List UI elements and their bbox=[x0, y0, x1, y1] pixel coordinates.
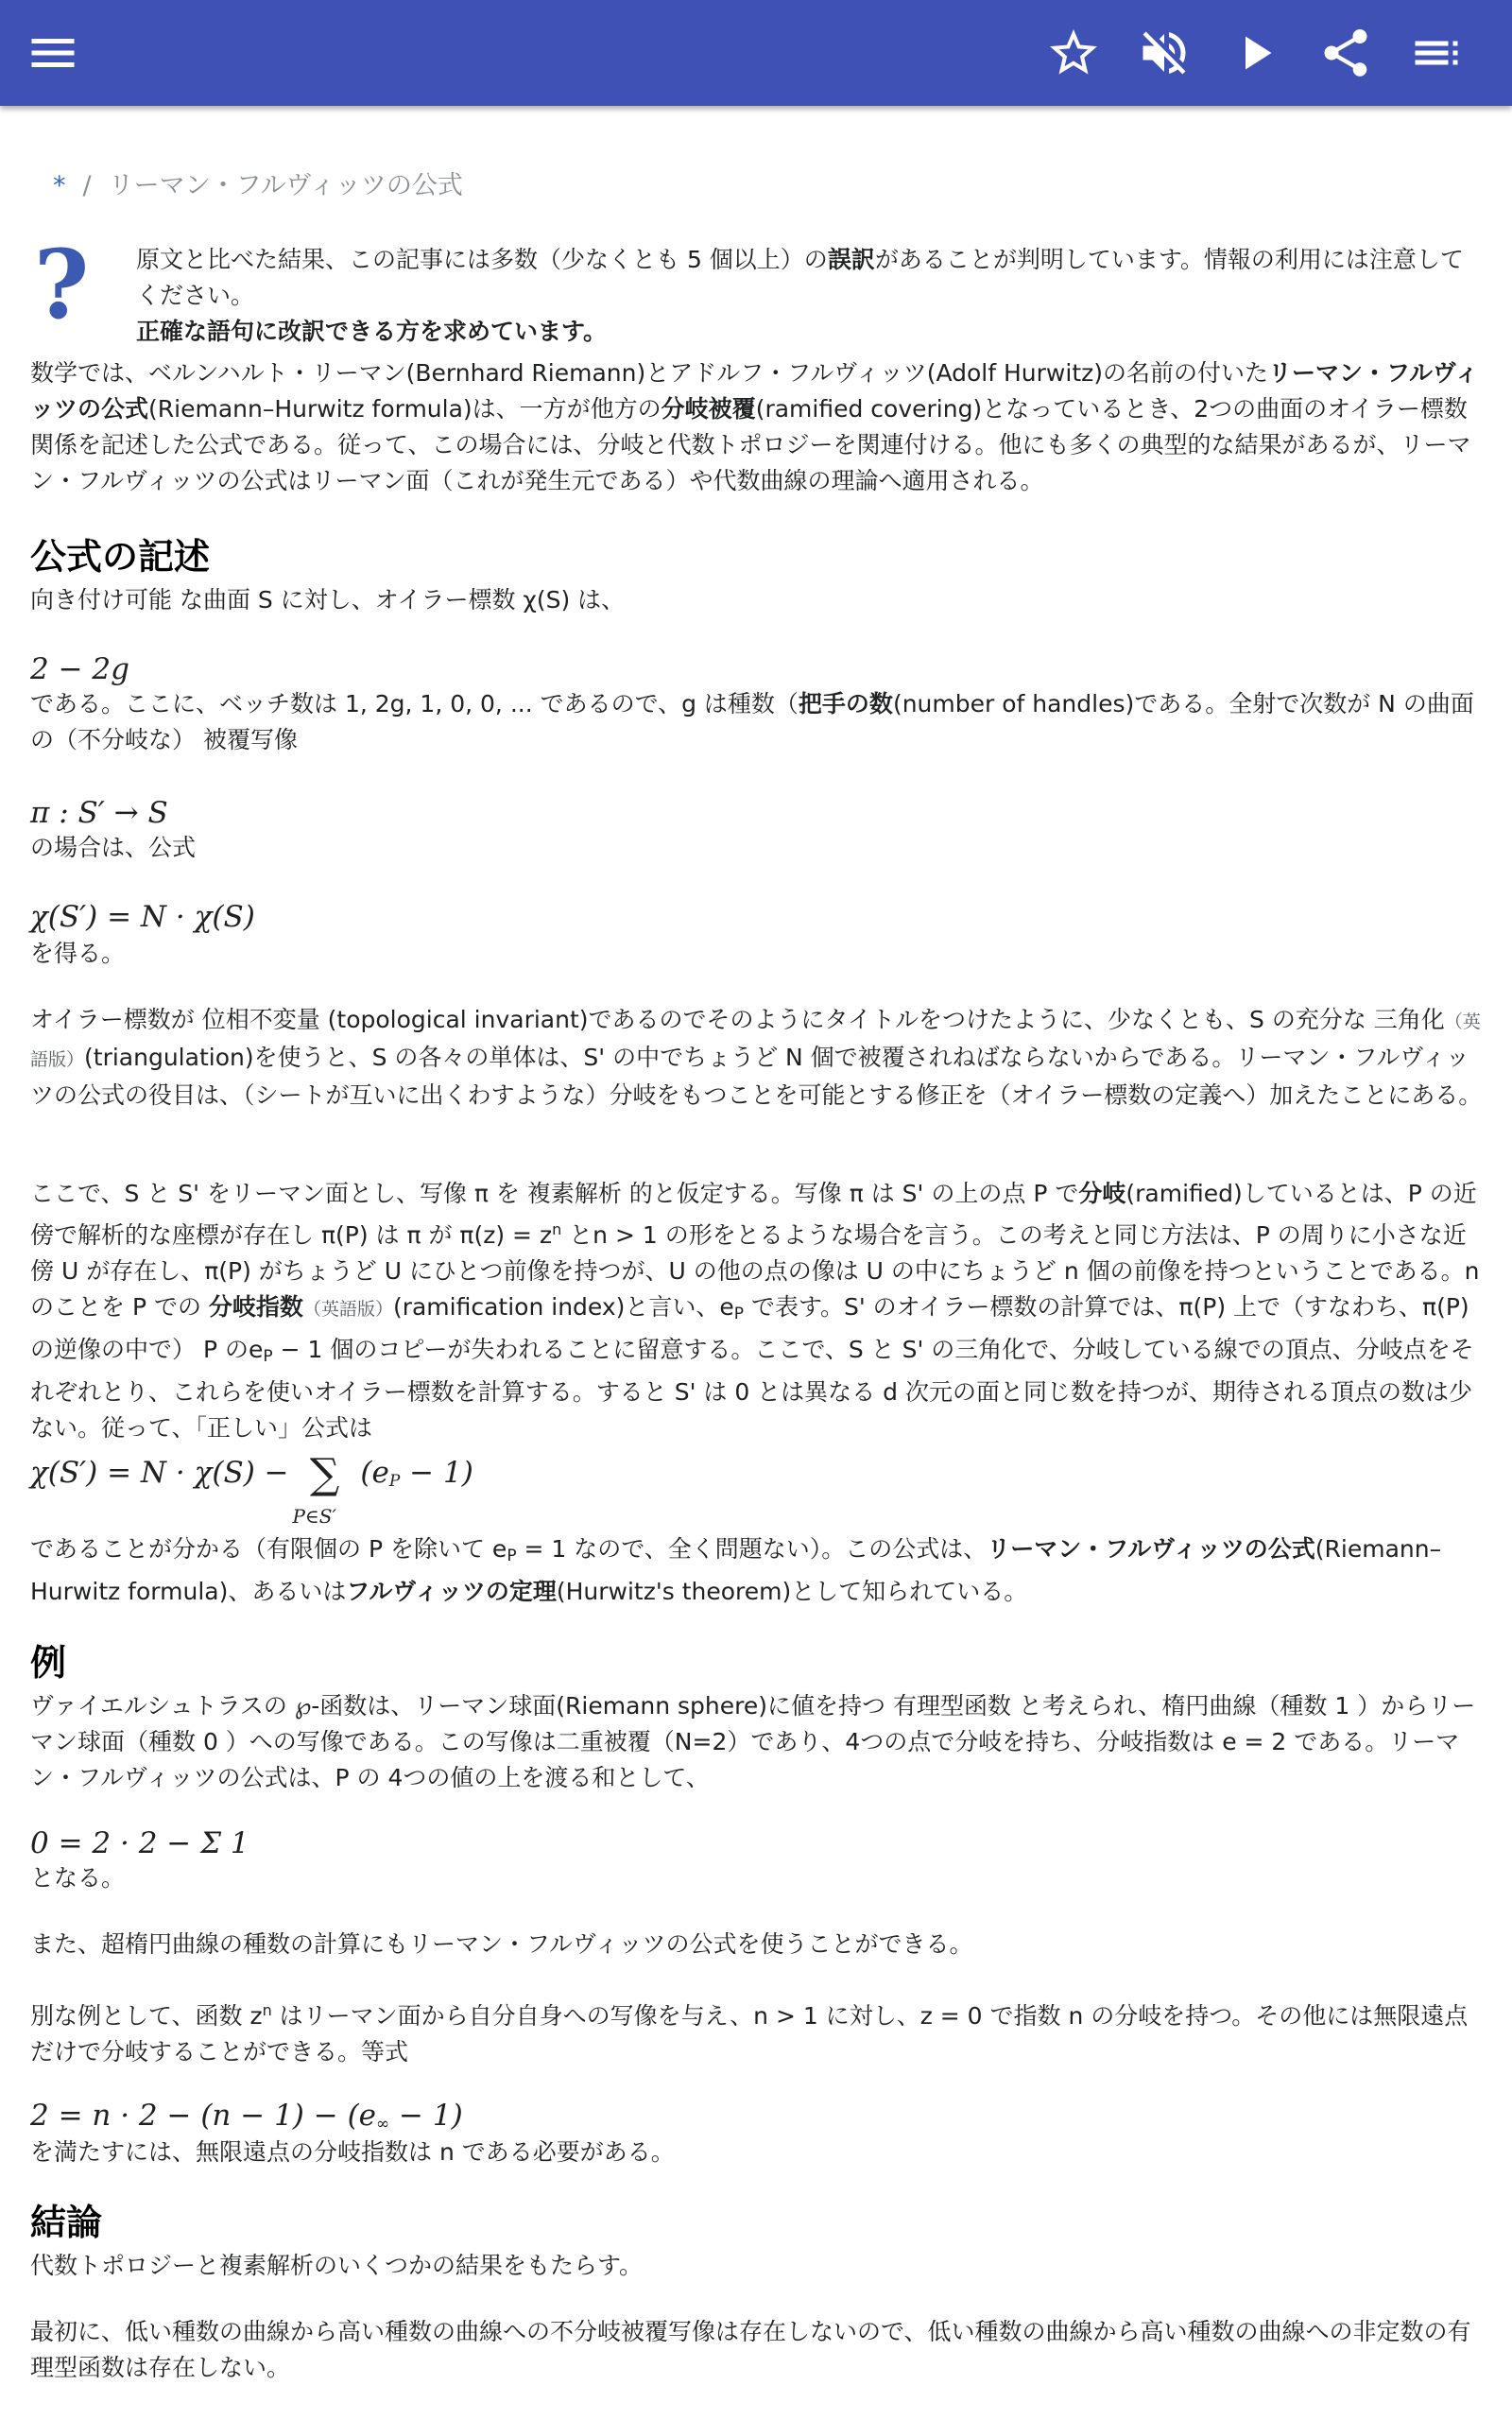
sum-operator: ∑ P∈S′ bbox=[292, 1449, 340, 1528]
breadcrumb bbox=[53, 168, 463, 204]
play-button[interactable] bbox=[1227, 25, 1283, 81]
question-icon: ? bbox=[33, 229, 90, 340]
share-button[interactable] bbox=[1317, 25, 1374, 81]
math-formula: 0 = 2 · 2 − Σ 1 bbox=[30, 1826, 249, 1860]
paragraph: 向き付け可能 な曲面 S に対し、オイラー標数 χ(S) は、 bbox=[30, 586, 626, 614]
play-icon bbox=[1227, 25, 1283, 81]
math-formula: χ(S′) = N · χ(S) bbox=[30, 900, 255, 934]
english-version-link[interactable]: （英語版） bbox=[30, 1011, 1481, 1070]
paragraph: となる。 bbox=[30, 1864, 126, 1892]
math-formula: π : S′ → S bbox=[30, 796, 168, 830]
paragraph: ここで、S と S' をリーマン面とし、写像 π を 複素解析 的と仮定する。写像 π は S' の上の点 P で分岐(ramified)しているとは、P の近傍で解析的な座標が存在し π(P) は π が $\pi(z) = z^n$ とn > 1 の形をとるような場合を言う。この考えと同じ方法は、P の周りに小さな近傍 U が存在し、π(P) がちょうど U にひとつ前像を持つが、U の他の点の像は U の中にちょうど n 個の前像を持つということである。n のことを P での 分岐指数（英語版）(ramification index)と言い、eP で表す。S' のオイラー標数の計算では、π(P) 上で（すなわち、π(P) の逆像の中で） P のeP − 1 個のコピーが失われることに留意する。ここで、S と S' の三角化で、分岐している線での頂点、分岐点をそれぞれとり、これらを使いオイラー標数を計算する。すると S' は 0 とは異なる d 次元の面と同じ数を持つが、期待される頂点の数は少ない。従って、「正しい」公式は bbox=[30, 1180, 1480, 1442]
table-of-contents-icon bbox=[1408, 25, 1465, 81]
notice-text bbox=[136, 242, 1486, 350]
breadcrumb-current: リーマン・フルヴィッツの公式 bbox=[108, 171, 463, 200]
paragraph: 最初に、低い種数の曲線から高い種数の曲線への不分岐被覆写像は存在しないので、低い種数の曲線から高い種数の曲線への非定数の有理型函数は存在しない。 bbox=[30, 2318, 1471, 2381]
paragraph: オイラー標数が 位相不変量 (topological invariant)であるのでそのようにタイトルをつけたように、少なくとも、S の充分な 三角化（英語版）(triangulation)を使うと、S の各々の単体は、S' の中でちょうど N 個で被覆されねばならないからである。リーマン・フルヴィッツの公式の役目は、（シートが互いに出くわすような）分岐をもつことを可能とする修正を（オイラー標数の定義へ）加えたことにある。 bbox=[30, 1006, 1483, 1109]
app-bar bbox=[0, 0, 1512, 106]
paragraph: 代数トポロジーと複素解析のいくつかの結果をもたらす。 bbox=[30, 2252, 644, 2279]
paragraph: を満たすには、無限遠点の分岐指数は n である必要がある。 bbox=[30, 2138, 675, 2166]
share-icon bbox=[1317, 25, 1374, 81]
section-heading-formula: 公式の記述 bbox=[30, 536, 211, 578]
paragraph: ヴァイエルシュトラスの ℘-函数は、リーマン球面(Riemann sphere)に値を持つ 有理型函数 と考えられ、楕円曲線（種数 1 ）からリーマン球面（種数 0 ）への写像である。この写像は二重被覆（N=2）であり、4つの点で分岐を持ち、分岐指数は e = 2 である。リーマン・フルヴィッツの公式は、P の 4つの値の上を渡る和として、 bbox=[30, 1692, 1476, 1791]
breadcrumb-home-link[interactable]: * bbox=[53, 171, 66, 200]
mistranslation-notice bbox=[30, 229, 1486, 350]
menu-icon bbox=[25, 25, 81, 81]
english-version-link[interactable]: （英語版） bbox=[302, 1299, 393, 1320]
math-formula: 2 − 2g bbox=[30, 652, 129, 686]
notice-line-1: 原文と比べた結果、この記事には多数（少なくとも 5 個以上）の誤訳があることが判明しています。情報の利用には注意してください。 bbox=[136, 246, 1464, 309]
menu-button[interactable] bbox=[25, 25, 81, 81]
bookmark-button[interactable] bbox=[1045, 25, 1102, 81]
paragraph: を得る。 bbox=[30, 940, 126, 967]
mute-button[interactable] bbox=[1136, 25, 1193, 81]
section-heading-example: 例 bbox=[30, 1642, 67, 1684]
paragraph: 別な例として、函数 $z^n$ はリーマン面から自分自身への写像を与え、n > 1 に対し、z = 0 で指数 n の分岐を持つ。その他には無限遠点だけで分岐することができる。等式 bbox=[30, 2001, 1469, 2066]
intro-paragraph: 数学では、ベルンハルト・リーマン(Bernhard Riemann)とアドルフ・フルヴィッツ(Adolf Hurwitz)の名前の付いたリーマン・フルヴィッツの公式(Riemann–Hurwitz formula)は、一方が他方の分岐被覆(ramified covering)となっているとき、2つの曲面のオイラー標数関係を記述した公式である。従って、この場合には、分岐と代数トポロジーを関連付ける。他にも多くの典型的な結果があるが、リーマン・フルヴィッツの公式はリーマン面（これが発生元である）や代数曲線の理論へ適用される。 bbox=[30, 359, 1479, 494]
math-formula: 2 = n · 2 − (n − 1) − (e∞ − 1) bbox=[30, 2099, 463, 2134]
bookmark-star-icon bbox=[1045, 25, 1102, 81]
paragraph: また、超楕円曲線の種数の計算にもリーマン・フルヴィッツの公式を使うことができる。 bbox=[30, 1930, 973, 1958]
contents-button[interactable] bbox=[1408, 25, 1465, 81]
volume-off-icon bbox=[1136, 25, 1193, 81]
notice-line-2: 正確な語句に改訳できる方を求めています。 bbox=[136, 318, 608, 345]
paragraph: である。ここに、ベッチ数は 1, 2g, 1, 0, 0, ... であるので、g は種数（把手の数(number of handles)である。全射で次数が N の曲面の（不分岐な） 被覆写像 bbox=[30, 690, 1474, 753]
paragraph: の場合は、公式 bbox=[30, 834, 197, 861]
breadcrumb-separator: / bbox=[82, 171, 92, 200]
section-heading-conclusion: 結論 bbox=[30, 2202, 103, 2243]
math-formula: χ(S′) = N · χ(S) − ∑ P∈S′ (eP − 1) bbox=[30, 1449, 473, 1528]
paragraph: であることが分かる（有限個の P を除いて eP = 1 なので、全く問題ない）。この公式は、リーマン・フルヴィッツの公式(Riemann–Hurwitz formula)、あるいはフルヴィッツの定理(Hurwitz's theorem)として知られている。 bbox=[30, 1535, 1442, 1605]
